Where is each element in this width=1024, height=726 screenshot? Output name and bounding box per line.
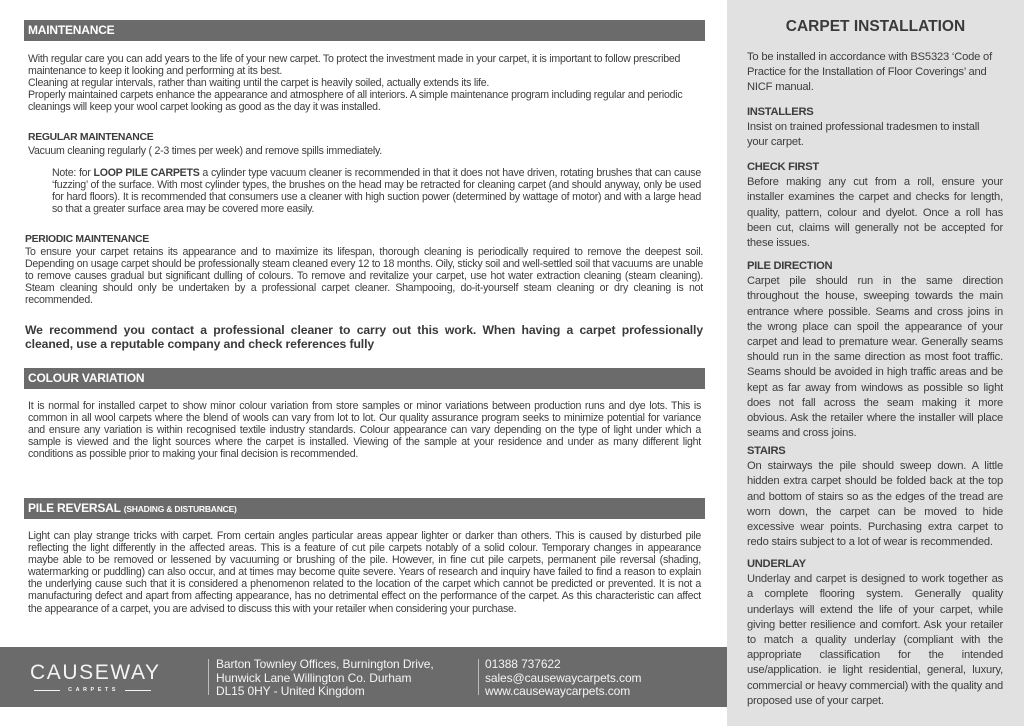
regular-maintenance-heading: REGULAR MAINTENANCE xyxy=(28,132,154,143)
address-line: Hunwick Lane Willington Co. Durham xyxy=(216,670,412,685)
underlay-section xyxy=(747,557,1003,709)
intro-paragraph: Properly maintained carpets enhance the appearance and atmosphere of all interiors. A simple maintenance program including regular and periodic cleanings will keep your wool carpet looking as good as the day it was installed. xyxy=(28,89,683,114)
check-first-text: Before making any cut from a roll, ensure your installer examines the carpet and checks for length, quality, pattern, colour and dyelot. Once a roll has been cut, claims will generally not be accepted for these issues. xyxy=(747,176,1003,250)
address-line: DL15 0HY - United Kingdom xyxy=(216,684,365,698)
pile-direction-section xyxy=(747,259,1003,441)
phone-number[interactable]: 01388 737622 xyxy=(485,657,561,671)
pile-direction-heading: PILE DIRECTION xyxy=(747,260,833,272)
note-text: a cylinder type vacuum cleaner is recommended in that it does not have driven, rotating brushes that can cause ‘fuzzing’ of the surface. With most cylinder types, the brushes on the head may be retracted for cleaning carpet (and should anyway, only be used for hard floors). It is recommended that consumers use a cleaner with high suction power (determined by wattage of motor) and with a large head so that a greater surface area may be covered more easily. xyxy=(52,167,701,216)
pile-reversal-header-text: PILE REVERSAL xyxy=(28,501,121,515)
check-first-section xyxy=(747,160,1003,251)
address-line: Barton Townley Offices, Burnington Drive, xyxy=(216,657,434,671)
regular-maintenance-text: Vacuum cleaning regularly ( 2-3 times per week) and remove spills immediately. xyxy=(28,145,382,157)
stairs-text: On stairways the pile should sweep down. A little hidden extra carpet should be folded back at the top and bottom of stairs so as the edges of the tread are worn down, the carpet can be moved to hide excessive wear points. Purchasing extra carpet to redo stairs subject to a lot of wear is recommended. xyxy=(747,460,1003,549)
professional-cleaner-recommendation: We recommend you contact a professional cleaner to carry out this work. When having a carpet professionally cleaned, use a reputable company and check references fully xyxy=(25,323,703,351)
intro-paragraph: Cleaning at regular intervals, rather than waiting until the carpet is heavily soiled, actually extends its life. xyxy=(28,77,490,90)
footer-divider xyxy=(208,659,209,695)
installers-heading: INSTALLERS xyxy=(747,106,814,118)
logo-name: CAUSEWAY xyxy=(30,661,161,684)
pile-reversal-text: Light can play strange tricks with carpet. From certain angles particular areas appear lighter or darker than others. This is caused by disturbed pile reflecting the light differently in the affected areas. This is a feature of cut pile carpets notably of a solid colour. Temporary changes in appearance maybe able to be removed or lessened by vacuuming or brushing of the pile. However, in fine cut pile carpets, permanent pile reversal (shading, watermarking or puddling) can also occur, and at times may become quite severe. Years of research and inquiry have failed to find a reason to explain the underlying cause such that it is considered a phenomenon related to the location of the carpet which cannot be predicted or prevented. It is not a manufacturing defect and apart from affecting appearance, has no detrimental effect on the performance of the carpet. As this characteristic can affect the appearance of a carpet, you are advised to discuss this with your retailer when considering your purchase. xyxy=(28,530,701,615)
footer-divider xyxy=(478,659,479,695)
underlay-heading: UNDERLAY xyxy=(747,558,806,570)
pile-reversal-header xyxy=(24,498,705,519)
installation-intro: To be installed in accordance with BS5323 ‘Code of Practice for the Installation of Floor Coverings’ and NICF manual. xyxy=(747,51,992,94)
periodic-maintenance-text: To ensure your carpet retains its appearance and to maximize its lifespan, thorough cleaning is periodically required to remove the deepest soil. Depending on usage carpet should be professionally steam cleaned every 12 to 18 months. Oily, sticky soil and well-settled soil that vacuums are unable to remove causes gradual but significant dulling of colours. To remove and revitalize your carpet, use hot water extraction cleaning (steam cleaning). Steam cleaning should only be undertaken by a professional carpet cleaner. Shampooing, do-it-yourself steam cleaning or dry cleaning is not recommended. xyxy=(25,246,703,307)
maintenance-header-text: MAINTENANCE xyxy=(28,23,115,37)
check-first-heading: CHECK FIRST xyxy=(747,161,819,173)
pile-direction-text: Carpet pile should run in the same direction throughout the house, sweeping towards the main entrance where possible. Seams and cross joins in the wrong place can spoil the appearance of your carpet and lead to premature wear. Generally seams should run in the same direction as most foot traffic. Seams should be avoided in high traffic areas and be kept as far away from windows as possible so light does not fall across the seam making it more obvious. Ask the retailer where the installer will place seams and cross joins. xyxy=(747,275,1003,440)
logo-divider xyxy=(34,690,60,691)
website-link[interactable]: www.causewaycarpets.com xyxy=(485,684,631,698)
stairs-section xyxy=(747,444,1003,550)
maintenance-intro xyxy=(28,53,704,113)
footer-address xyxy=(216,658,434,699)
causeway-logo xyxy=(30,661,161,693)
maintenance-header xyxy=(24,20,705,41)
footer-contact xyxy=(485,658,641,699)
stairs-heading: STAIRS xyxy=(747,445,786,457)
loop-pile-note xyxy=(52,167,701,215)
logo-divider xyxy=(125,690,151,691)
logo-sub: CARPETS xyxy=(68,687,119,693)
periodic-maintenance-heading: PERIODIC MAINTENANCE xyxy=(25,234,149,245)
underlay-text: Underlay and carpet is designed to work together as a complete flooring system. Generally quality underlays will extend the life of your carpet, while giving better resilience and comfort. Ask your retailer to match a quality underlay (compliant with the appropriate classification for the intended use/application. ie light residential, general, luxury, commercial or heavy commercial) with the quality and proposed use of your carpet. xyxy=(747,573,1003,707)
colour-variation-header-text: COLOUR VARIATION xyxy=(28,371,145,385)
colour-variation-header xyxy=(24,368,705,389)
footer-bar xyxy=(0,647,727,707)
note-prefix: Note: for xyxy=(52,167,94,179)
installers-text: Insist on trained professional tradesmen to install your carpet. xyxy=(747,121,980,149)
logo-subline xyxy=(30,687,155,693)
intro-paragraph: With regular care you can add years to the life of your new carpet. To protect the investment made in your carpet, it is important to follow prescribed maintenance to keep it looking and performing at its best. xyxy=(28,53,681,78)
installation-title: CARPET INSTALLATION xyxy=(785,18,966,35)
installers-section xyxy=(747,105,1003,151)
colour-variation-text: It is normal for installed carpet to show minor colour variation from store samples or minor variations between production runs and dye lots. This is common in all wool carpets where the blend of wools can vary from lot to lot. Our quality assurance program seeks to minimize potential for variance and ensure any variation is within recognised textile industry standards. Colour appearance can vary depending on the type of light under which a sample is viewed and the light sources where the carpet is installed. Viewing of the sample at your residence and under as many different light conditions as possible prior to making your final decision is recommended. xyxy=(28,400,701,461)
note-bold: LOOP PILE CARPETS xyxy=(93,167,200,179)
email-link[interactable]: sales@causewaycarpets.com xyxy=(485,670,642,685)
pile-reversal-header-sub: (SHADING & DISTURBANCE) xyxy=(123,504,237,514)
